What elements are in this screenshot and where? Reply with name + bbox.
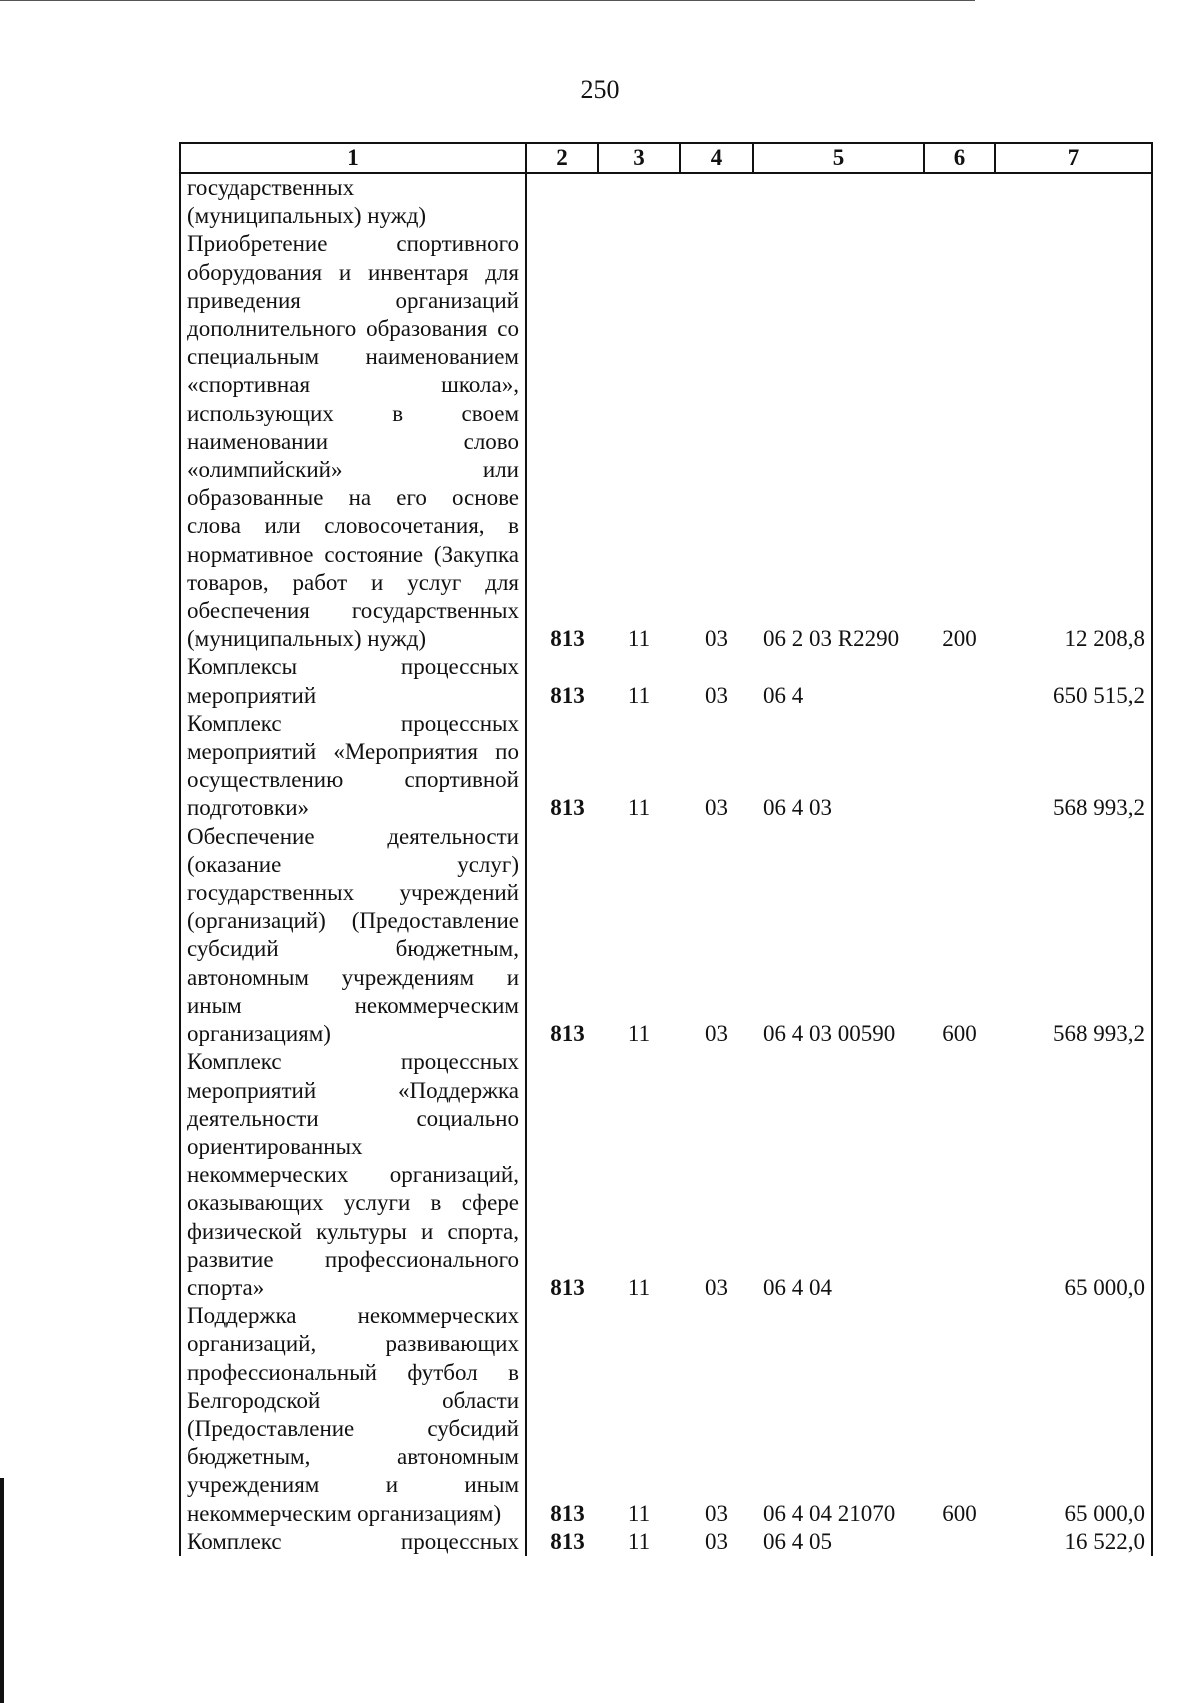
row-expense-type: 600 [942, 1500, 977, 1526]
row-ministry-code: 813 [550, 1274, 585, 1300]
row-section: 11 [627, 1274, 651, 1300]
row-target-article: 06 4 04 21070 [763, 1500, 896, 1526]
row-expense-type [924, 710, 995, 823]
header-col-3: 3 [598, 143, 680, 173]
row-expense-type: 600 [942, 1021, 977, 1047]
row-section: 11 [627, 1528, 651, 1554]
row-name: Комплекс процессных мероприятий «Поддержка деятельности социально ориентированных некоммерческих организаций, оказывающих услуги в сфере физической культуры и спорта, развитие профессионального спорта» [180, 1048, 526, 1302]
row-name: Поддержка некоммерческих организаций, развивающих профессиональный футбол в Белгородской области (Предоставление субсидий бюджетным, автономным учреждениям и иным некоммерческим организациям) [180, 1302, 526, 1528]
continuation-text: государственных (муниципальных) нужд) [187, 175, 427, 229]
scan-top-edge [0, 0, 975, 1]
row-expense-type [924, 1528, 995, 1556]
row-section: 11 [627, 682, 651, 708]
table-row [180, 1048, 1152, 1302]
table-row [180, 653, 1152, 709]
header-col-5: 5 [753, 143, 924, 173]
row-ministry-code: 813 [550, 795, 585, 821]
row-subsection: 03 [705, 682, 728, 708]
row-subsection: 03 [705, 1274, 728, 1300]
row-target-article: 06 4 04 [763, 1274, 832, 1300]
header-col-2: 2 [526, 143, 598, 173]
row-name-text: Приобретение спортивного оборудования и инвентаря для приведения организаций дополнительного образования со специальным наименованием «спортивная школа», использующих в своем наименовании слово «олимпийский» или образованные на его основе слова или словосочетания, в нормативное состояние (Закупка товаров, работ и услуг для обеспечения государственных (муниципальных) нужд) [187, 231, 519, 652]
table-row [180, 710, 1152, 823]
header-col-4: 4 [680, 143, 753, 173]
row-expense-type: 200 [942, 626, 977, 652]
header-col-1: 1 [180, 143, 526, 173]
row-target-article: 06 2 03 R2290 [763, 626, 900, 652]
table-header-row [180, 143, 1152, 173]
row-section: 11 [627, 795, 651, 821]
row-ministry-code: 813 [550, 1021, 585, 1047]
row-target-article: 06 4 03 00590 [763, 1021, 896, 1047]
row-amount: 16 522,0 [995, 1528, 1152, 1556]
row-ministry-code: 813 [550, 682, 585, 708]
row-subsection: 03 [705, 1500, 728, 1526]
row-amount: 65 000,0 [995, 1048, 1152, 1302]
row-subsection: 03 [705, 1021, 728, 1047]
row-ministry-code: 813 [550, 626, 585, 652]
row-ministry-code: 813 [550, 1500, 585, 1526]
row-name: Комплексы процессных мероприятий [180, 653, 526, 709]
row-target-article: 06 4 03 [763, 795, 832, 821]
table-row [180, 823, 1152, 1049]
row-subsection: 03 [705, 626, 728, 652]
header-col-6: 6 [924, 143, 995, 173]
table-row [180, 1302, 1152, 1528]
row-section: 11 [627, 1500, 651, 1526]
row-amount: 568 993,2 [995, 710, 1152, 823]
row-name: Комплекс процессных мероприятий «Мероприятия по осуществлению спортивной подготовки» [180, 710, 526, 823]
budget-allocation-table [179, 142, 1153, 1556]
row-section: 11 [627, 1021, 651, 1047]
table-row [180, 173, 1152, 653]
row-ministry-code: 813 [550, 1528, 585, 1554]
row-amount: 65 000,0 [995, 1302, 1152, 1528]
row-expense-type [924, 653, 995, 709]
row-amount: 12 208,8 [995, 173, 1152, 653]
row-subsection: 03 [705, 1528, 728, 1554]
scan-left-edge [0, 1478, 4, 1703]
row-target-article: 06 4 05 [763, 1528, 832, 1554]
row-expense-type [924, 1048, 995, 1302]
row-amount: 650 515,2 [995, 653, 1152, 709]
row-name [180, 173, 526, 653]
row-amount: 568 993,2 [995, 823, 1152, 1049]
row-name: Комплекс процессных [180, 1528, 526, 1556]
row-section: 11 [627, 626, 651, 652]
header-col-7: 7 [995, 143, 1152, 173]
table-row [180, 1528, 1152, 1556]
page-number: 250 [580, 75, 620, 104]
row-target-article: 06 4 [763, 682, 804, 708]
row-name: Обеспечение деятельности (оказание услуг) государственных учреждений (организаций) (Предоставление субсидий бюджетным, автономным учреждениям и иным некоммерческим организациям) [180, 823, 526, 1049]
row-subsection: 03 [705, 795, 728, 821]
